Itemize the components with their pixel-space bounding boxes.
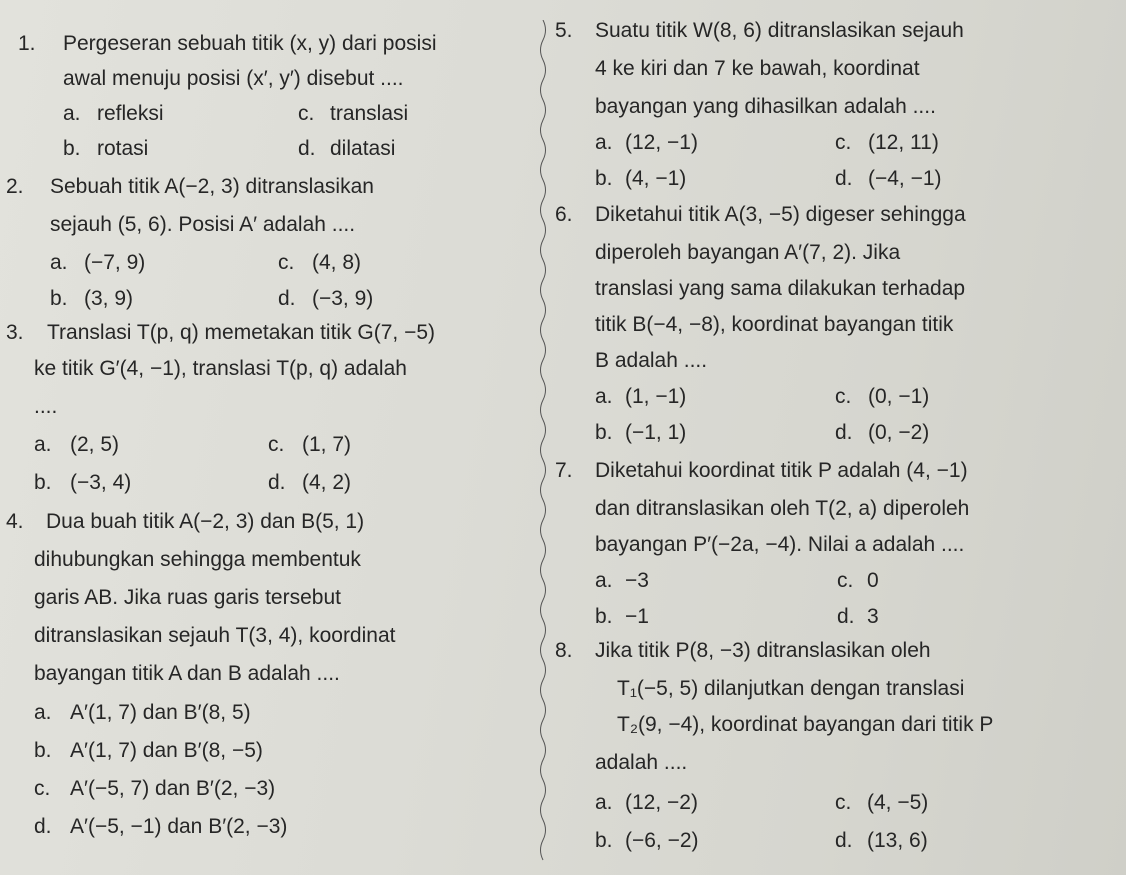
option-letter: d.	[298, 137, 316, 160]
option-letter: b.	[595, 167, 613, 190]
option-text: 0	[867, 569, 879, 592]
option-letter: b.	[34, 739, 52, 762]
question-stem-line: ditranslasikan sejauh T(3, 4), koordinat	[34, 624, 396, 647]
option-text: (4, −5)	[867, 791, 929, 814]
option-letter: d.	[835, 829, 853, 852]
option-letter: d.	[835, 167, 853, 190]
option-text: (−7, 9)	[84, 251, 146, 274]
question-stem-line: Suatu titik W(8, 6) ditranslasikan sejauh	[595, 19, 964, 42]
question-number: 6.	[555, 203, 573, 226]
option-text: −1	[625, 605, 649, 628]
question-stem-line: Diketahui koordinat titik P adalah (4, −1)	[595, 459, 968, 482]
option-text: (4, 8)	[312, 251, 362, 274]
option-letter: c.	[268, 433, 285, 456]
option-text: (−1, 1)	[625, 421, 687, 444]
question-stem-line: Jika titik P(8, −3) ditranslasikan oleh	[595, 639, 931, 662]
question-stem-line: dan ditranslasikan oleh T(2, a) diperoleh	[595, 497, 970, 520]
option-letter: c.	[837, 569, 854, 592]
question-stem-line: Pergeseran sebuah titik (x, y) dari posisi	[63, 32, 437, 55]
option-text: A′(1, 7) dan B′(8, 5)	[70, 701, 251, 724]
option-text: A′(−5, −1) dan B′(2, −3)	[70, 815, 288, 838]
question-stem-line: awal menuju posisi (x′, y′) disebut ....	[63, 67, 404, 90]
question-number: 4.	[6, 510, 24, 533]
question-stem-line: bayangan titik A dan B adalah ....	[34, 662, 340, 685]
option-letter: b.	[63, 137, 81, 160]
option-text: (0, −1)	[868, 385, 930, 408]
option-letter: d.	[837, 605, 855, 628]
option-letter: a.	[595, 791, 613, 814]
option-letter: c.	[835, 131, 852, 154]
option-text: (4, 2)	[302, 471, 352, 494]
option-letter: b.	[50, 287, 68, 310]
question-stem-line: diperoleh bayangan A′(7, 2). Jika	[595, 241, 901, 264]
option-letter: d.	[34, 815, 52, 838]
question-stem-line: ....	[34, 395, 58, 418]
question-stem-line: bayangan yang dihasilkan adalah ....	[595, 95, 936, 118]
option-letter: d.	[268, 471, 286, 494]
option-letter: c.	[835, 791, 852, 814]
question-stem-line: T₁(−5, 5) dilanjutkan dengan translasi	[617, 677, 965, 700]
option-letter: b.	[595, 605, 613, 628]
question-number: 5.	[555, 19, 573, 42]
option-text: (−3, 4)	[70, 471, 132, 494]
question-stem-line: Translasi T(p, q) memetakan titik G(7, −5)	[47, 321, 436, 344]
question-stem-line: Diketahui titik A(3, −5) digeser sehingga	[595, 203, 966, 226]
option-letter: a.	[63, 102, 81, 125]
option-text: (−4, −1)	[868, 167, 942, 190]
question-stem-line: T₂(9, −4), koordinat bayangan dari titik P	[617, 713, 994, 736]
option-text: (−3, 9)	[312, 287, 374, 310]
question-stem-line: 4 ke kiri dan 7 ke bawah, koordinat	[595, 57, 920, 80]
question-stem-line: Dua buah titik A(−2, 3) dan B(5, 1)	[46, 510, 365, 533]
option-text: A′(−5, 7) dan B′(2, −3)	[70, 777, 276, 800]
option-text: (13, 6)	[867, 829, 928, 852]
option-text: (12, −1)	[625, 131, 698, 154]
option-text: (1, 7)	[302, 433, 352, 456]
option-letter: a.	[595, 569, 613, 592]
option-text: dilatasi	[330, 137, 396, 160]
question-stem-line: B adalah ....	[595, 349, 708, 372]
option-text: (4, −1)	[625, 167, 687, 190]
option-text: −3	[625, 569, 649, 592]
option-text: (−6, −2)	[625, 829, 699, 852]
question-stem-line: Sebuah titik A(−2, 3) ditranslasikan	[50, 175, 374, 198]
question-number: 2.	[6, 175, 24, 198]
option-letter: c.	[298, 102, 315, 125]
option-letter: c.	[835, 385, 852, 408]
option-text: rotasi	[97, 137, 149, 160]
option-letter: b.	[34, 471, 52, 494]
option-text: (1, −1)	[625, 385, 687, 408]
question-stem-line: ke titik G′(4, −1), translasi T(p, q) adalah	[34, 357, 407, 380]
question-stem-line: titik B(−4, −8), koordinat bayangan titik	[595, 313, 954, 336]
option-text: translasi	[330, 102, 409, 125]
option-letter: d.	[278, 287, 296, 310]
option-letter: a.	[34, 701, 52, 724]
question-stem-line: adalah ....	[595, 751, 688, 774]
question-stem-line: sejauh (5, 6). Posisi A′ adalah ....	[50, 213, 356, 236]
column-divider	[537, 20, 549, 865]
option-letter: b.	[595, 421, 613, 444]
option-text: (12, 11)	[868, 131, 939, 154]
option-letter: a.	[34, 433, 52, 456]
question-number: 7.	[555, 459, 573, 482]
option-letter: a.	[595, 385, 613, 408]
option-letter: c.	[34, 777, 51, 800]
option-text: (12, −2)	[625, 791, 698, 814]
option-text: (3, 9)	[84, 287, 134, 310]
option-text: (0, −2)	[868, 421, 930, 444]
option-letter: c.	[278, 251, 295, 274]
option-letter: d.	[835, 421, 853, 444]
option-letter: b.	[595, 829, 613, 852]
option-letter: a.	[50, 251, 68, 274]
option-text: A′(1, 7) dan B′(8, −5)	[70, 739, 263, 762]
option-text: (2, 5)	[70, 433, 120, 456]
option-text: 3	[867, 605, 879, 628]
option-text: refleksi	[97, 102, 164, 125]
question-stem-line: dihubungkan sehingga membentuk	[34, 548, 361, 571]
option-letter: a.	[595, 131, 613, 154]
question-stem-line: bayangan P′(−2a, −4). Nilai a adalah ....	[595, 533, 965, 556]
question-number: 1.	[18, 32, 36, 55]
question-stem-line: garis AB. Jika ruas garis tersebut	[34, 586, 341, 609]
question-stem-line: translasi yang sama dilakukan terhadap	[595, 277, 966, 300]
question-number: 3.	[6, 321, 24, 344]
question-number: 8.	[555, 639, 573, 662]
